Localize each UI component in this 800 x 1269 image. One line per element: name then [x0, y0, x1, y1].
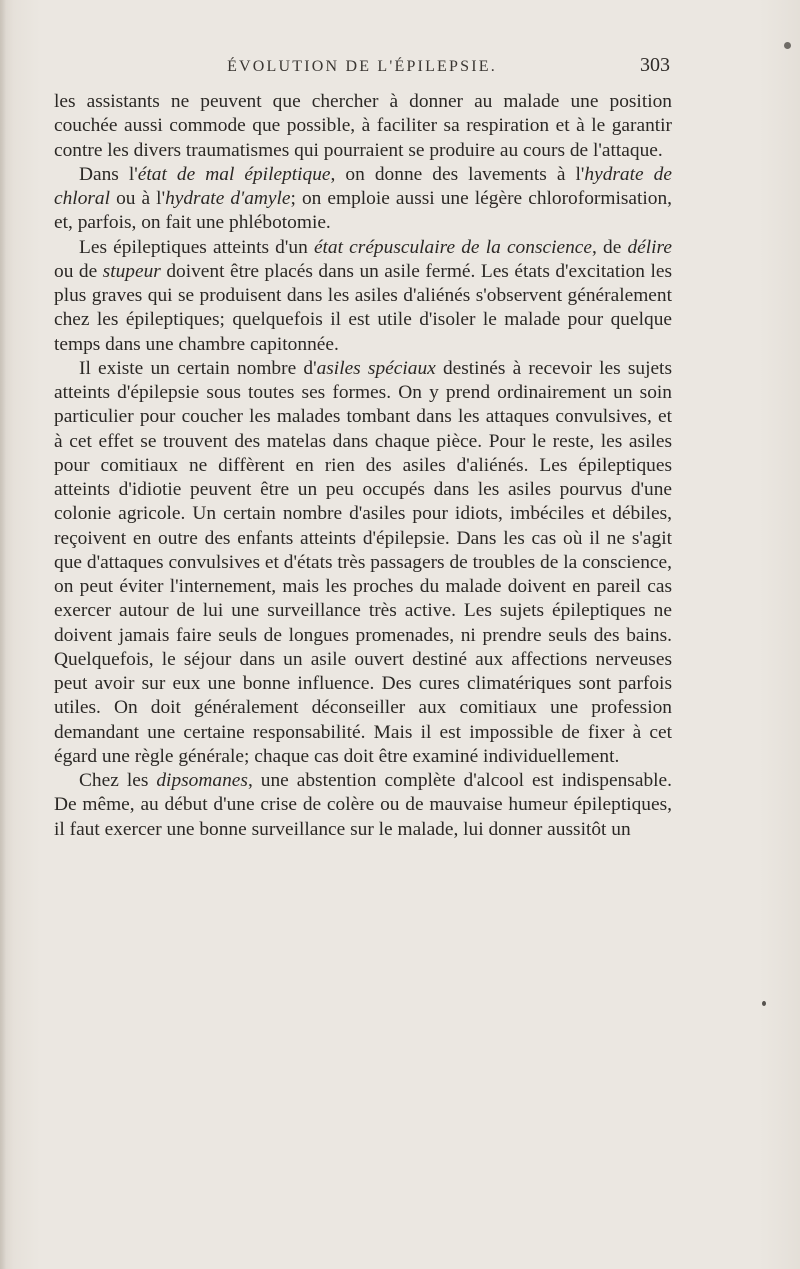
ink-spot: [784, 42, 791, 49]
text-run: Les épileptiques atteints d'un: [79, 236, 314, 258]
paragraph: [54, 163, 672, 236]
text-run: Il existe un certain nombre d': [79, 357, 317, 379]
italic-term: asiles spéciaux: [316, 357, 436, 379]
ink-spot: [762, 1001, 766, 1006]
text-run: Dans l': [79, 163, 138, 185]
page-header: [54, 52, 670, 82]
italic-term: hydrate d'amyle: [165, 188, 291, 209]
text-run: ou à l': [110, 188, 166, 209]
italic-term: hydrate de chloral: [54, 163, 672, 209]
text-run: Chez les: [79, 770, 157, 791]
text-run: , de: [592, 236, 628, 258]
text-run: , une abstention complète d'alcool est indispensable. De même, au début d'une crise de colère ou de mauvaise humeur épileptiques, il faut exercer une bonne surveillance sur le malade, lui donner aussitôt un: [54, 770, 672, 840]
paragraph: [54, 236, 672, 357]
paragraph: [54, 90, 672, 163]
paragraph: [54, 357, 672, 769]
italic-term: dipsomanes: [156, 770, 248, 791]
italic-term: état crépusculaire de la conscience: [313, 236, 592, 258]
text-run: destinés à recevoir les sujets atteints d'épilepsie sous toutes ses formes. On y prend ordinairement un soin particulier pour coucher les malades tombant dans les attaques convulsives, et à cet effet se trouvent des matelas dans chaque pièce. Pour le reste, les asiles pour comitiaux ne diffèrent en rien des asiles d'aliénés. Les épileptiques atteints d'idiotie peuvent être un peu occupés dans les asiles pourvus d'une colonie agricole. Un certain nombre d'asiles pour idiots, imbéciles et débiles, reçoivent en outre des enfants atteints d'épilepsie. Dans les cas où il ne s'agit que d'attaques convulsives et d'états très passagers de troubles de la conscience, on peut éviter l'internement, mais les proches du malade doivent en pareil cas exercer autour de lui une surveillance très active. Les sujets épileptiques ne doivent jamais faire seuls de longues promenades, ni prendre seuls des bains. Quelquefois, le séjour dans un asile ouvert destiné aux affections nerveuses peut avoir sur eux une bonne influence. Des cures climatériques sont parfois utiles. On doit généralement déconseiller aux comitiaux une profession demandant une certaine responsabilité. Mais il est impossible de fixer à cet égard une règle générale; chaque cas doit être examiné individuellement.: [54, 357, 672, 767]
text-run: ou de: [54, 260, 103, 282]
italic-term: délire: [627, 236, 672, 258]
page-number: 303: [640, 54, 670, 76]
italic-term: stupeur: [102, 260, 161, 282]
italic-term: état de mal épileptique: [137, 163, 331, 185]
body-text: [54, 90, 672, 842]
text-run: ; on emploie aussi une légère chloroformisation, et, parfois, on fait une phlébotomie.: [54, 188, 672, 234]
text-run: doivent être placés dans un asile fermé. Les états d'excitation les plus graves qui se produisent dans les asiles d'aliénés s'observent généralement chez les épileptiques; quelquefois il est utile d'isoler le malade pour quelque temps dans une chambre capitonnée.: [54, 260, 673, 355]
text-run: les assistants ne peuvent que chercher à donner au malade une position couchée aussi commode que possible, à faciliter sa respiration et à le garantir contre les divers traumatismes qui pourraient se produire au cours de l'attaque.: [54, 91, 672, 161]
text-run: , on donne des lavements à l': [330, 163, 585, 185]
running-title: ÉVOLUTION DE L'ÉPILEPSIE.: [227, 58, 497, 75]
paragraph: [54, 769, 672, 842]
